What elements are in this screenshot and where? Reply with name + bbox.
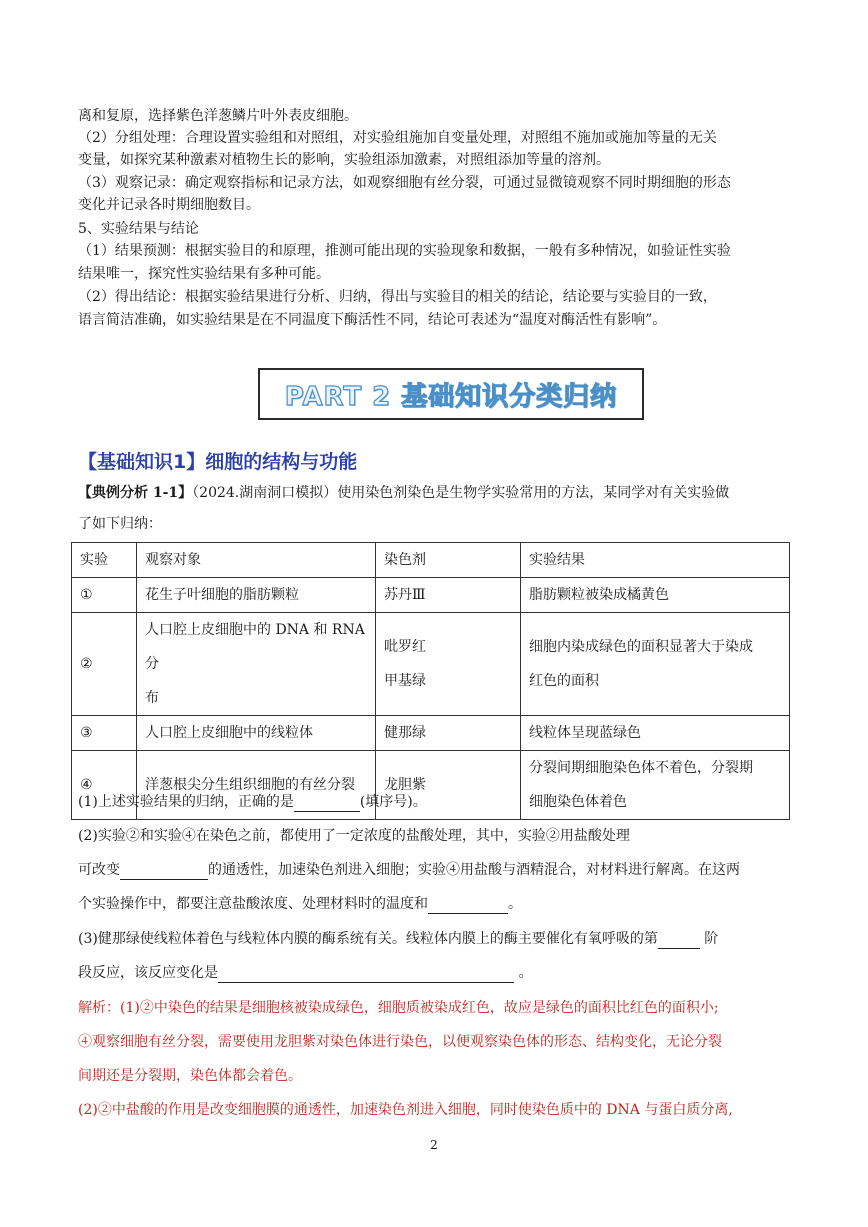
question-2-line-2 [78, 860, 790, 880]
row-result [521, 613, 790, 716]
intro-line-3: 变量，如探究某种激素对植物生长的影响，实验组添加激素，对照组添加等量的溶剂。 [78, 152, 610, 168]
row-result-line2: 红色的面积 [529, 673, 599, 689]
intro-line-9: （2）得出结论：根据实验结果进行分析、归纳，得出与实验目的相关的结论，结论要与实验目的一致， [78, 289, 717, 305]
table-row [72, 578, 790, 613]
question-1 [78, 792, 790, 812]
row-result: 脂肪颗粒被染成橘黄色 [521, 578, 790, 613]
table-row [72, 613, 790, 716]
q3-text-c: 段反应，该反应变化是 [78, 965, 218, 981]
row-result: 线粒体呈现蓝绿色 [521, 716, 790, 751]
q2-text-b: 的通透性，加速染色剂进入细胞；实验④用盐酸与酒精混合，对材料进行解离。在这两 [208, 862, 740, 878]
intro-line-5: 变化并记录各时期细胞数目。 [78, 197, 260, 213]
q1-tail: (填序号)。 [359, 794, 427, 810]
banner-text: PART 2 基础知识分类归纳 [284, 381, 618, 412]
table-header-row [72, 543, 790, 578]
q2-text-c: 个实验操作中，都要注意盐酸浓度、处理材料时的温度和 [78, 896, 428, 912]
answer-blank[interactable] [658, 934, 700, 949]
row-object-line2: 布 [145, 690, 159, 706]
analysis-line-3: 间期还是分裂期，染色体都会着色。 [78, 1068, 302, 1084]
example-source: （2024.湖南洞口模拟）使用染色剂染色是生物学实验常用的方法，某同学对有关实验做 [192, 485, 730, 501]
question-3-line-2 [78, 963, 790, 983]
row-dye-line1: 吡罗红 [384, 639, 426, 655]
row-dye: 健那绿 [376, 716, 521, 751]
intro-line-1: 离和复原，选择紫色洋葱鳞片叶外表皮细胞。 [78, 108, 358, 124]
analysis-line-4: (2)②中盐酸的作用是改变细胞膜的通透性，加速染色剂进入细胞，同时使染色质中的 DNA 与蛋白质分离, [78, 1102, 733, 1118]
example-intro [78, 483, 790, 503]
example-label: 【典例分析 1-1】 [78, 485, 193, 501]
answer-blank[interactable] [428, 899, 508, 914]
question-2-line-3 [78, 894, 790, 914]
intro-line-10: 语言简洁准确，如实验结果是在不同温度下酶活性不同，结论可表述为“温度对酶活性有影响”。 [78, 312, 667, 328]
table-header: 实验 [72, 543, 137, 578]
table-header: 染色剂 [376, 543, 521, 578]
table-row [72, 716, 790, 751]
answer-blank[interactable] [294, 797, 360, 812]
answer-blank[interactable] [218, 968, 514, 983]
example-line-2: 了如下归纳： [78, 516, 162, 532]
q2-text-d: 。 [508, 896, 522, 912]
q3-text-b: 阶 [704, 931, 719, 947]
row-id: ① [72, 578, 137, 613]
row-dye: 苏丹Ⅲ [376, 578, 521, 613]
question-3-line-1 [78, 929, 790, 949]
row-dye: 龙胆紫 [376, 751, 521, 820]
row-object [137, 613, 376, 716]
row-id: ③ [72, 716, 137, 751]
answer-blank[interactable] [120, 865, 208, 880]
row-id: ② [72, 613, 137, 716]
q3-text-a: (3)健那绿使线粒体着色与线粒体内膜的酶系统有关。线粒体内膜上的酶主要催化有氧呼吸的第 [78, 931, 658, 947]
analysis-line-1: 解析：(1)②中染色的结果是细胞核被染成绿色，细胞质被染成红色，故应是绿色的面积比红色的面积小; [78, 1000, 719, 1016]
row-object: 人口腔上皮细胞中的线粒体 [137, 716, 376, 751]
row-object-line1: 人口腔上皮细胞中的 DNA 和 RNA 分 [145, 622, 365, 672]
intro-line-2: （2）分组处理：合理设置实验组和对照组，对实验组施加自变量处理，对照组不施加或施加等量的无关 [78, 130, 717, 146]
analysis-line-2: ④观察细胞有丝分裂，需要使用龙胆紫对染色体进行染色，以便观察染色体的形态、结构变化，无论分裂 [78, 1034, 722, 1050]
intro-line-7: （1）结果预测：根据实验目的和原理，推测可能出现的实验现象和数据，一般有多种情况，如验证性实验 [78, 243, 731, 259]
intro-line-6: 5、实验结果与结论 [78, 221, 199, 237]
experiment-table [71, 542, 790, 820]
question-2-line-1: (2)实验②和实验④在染色之前，都使用了一定浓度的盐酸处理，其中，实验②用盐酸处理 [78, 828, 630, 844]
row-result-line2: 细胞染色体着色 [529, 794, 627, 810]
row-object: 花生子叶细胞的脂肪颗粒 [137, 578, 376, 613]
row-dye-line2: 甲基绿 [384, 673, 426, 689]
table-header: 观察对象 [137, 543, 376, 578]
page-number: 2 [430, 1138, 438, 1152]
part-banner [258, 368, 644, 420]
row-id: ④ [72, 751, 137, 820]
row-object: 洋葱根尖分生组织细胞的有丝分裂 [137, 751, 376, 820]
q3-text-d: 。 [518, 965, 533, 981]
table-header: 实验结果 [521, 543, 790, 578]
q2-text-a: 可改变 [78, 862, 120, 878]
row-dye [376, 613, 521, 716]
row-result-line1: 细胞内染成绿色的面积显著大于染成 [529, 639, 753, 655]
row-result-line1: 分裂间期细胞染色体不着色，分裂期 [529, 760, 753, 776]
intro-line-4: （3）观察记录：确定观察指标和记录方法，如观察细胞有丝分裂，可通过显微镜观察不同时期细胞的形态 [78, 175, 731, 191]
intro-line-8: 结果唯一，探究性实验结果有多种可能。 [78, 266, 330, 282]
section-heading: 【基础知识1】细胞的结构与功能 [78, 451, 358, 473]
q1-text: (1)上述实验结果的归纳，正确的是 [78, 794, 294, 810]
